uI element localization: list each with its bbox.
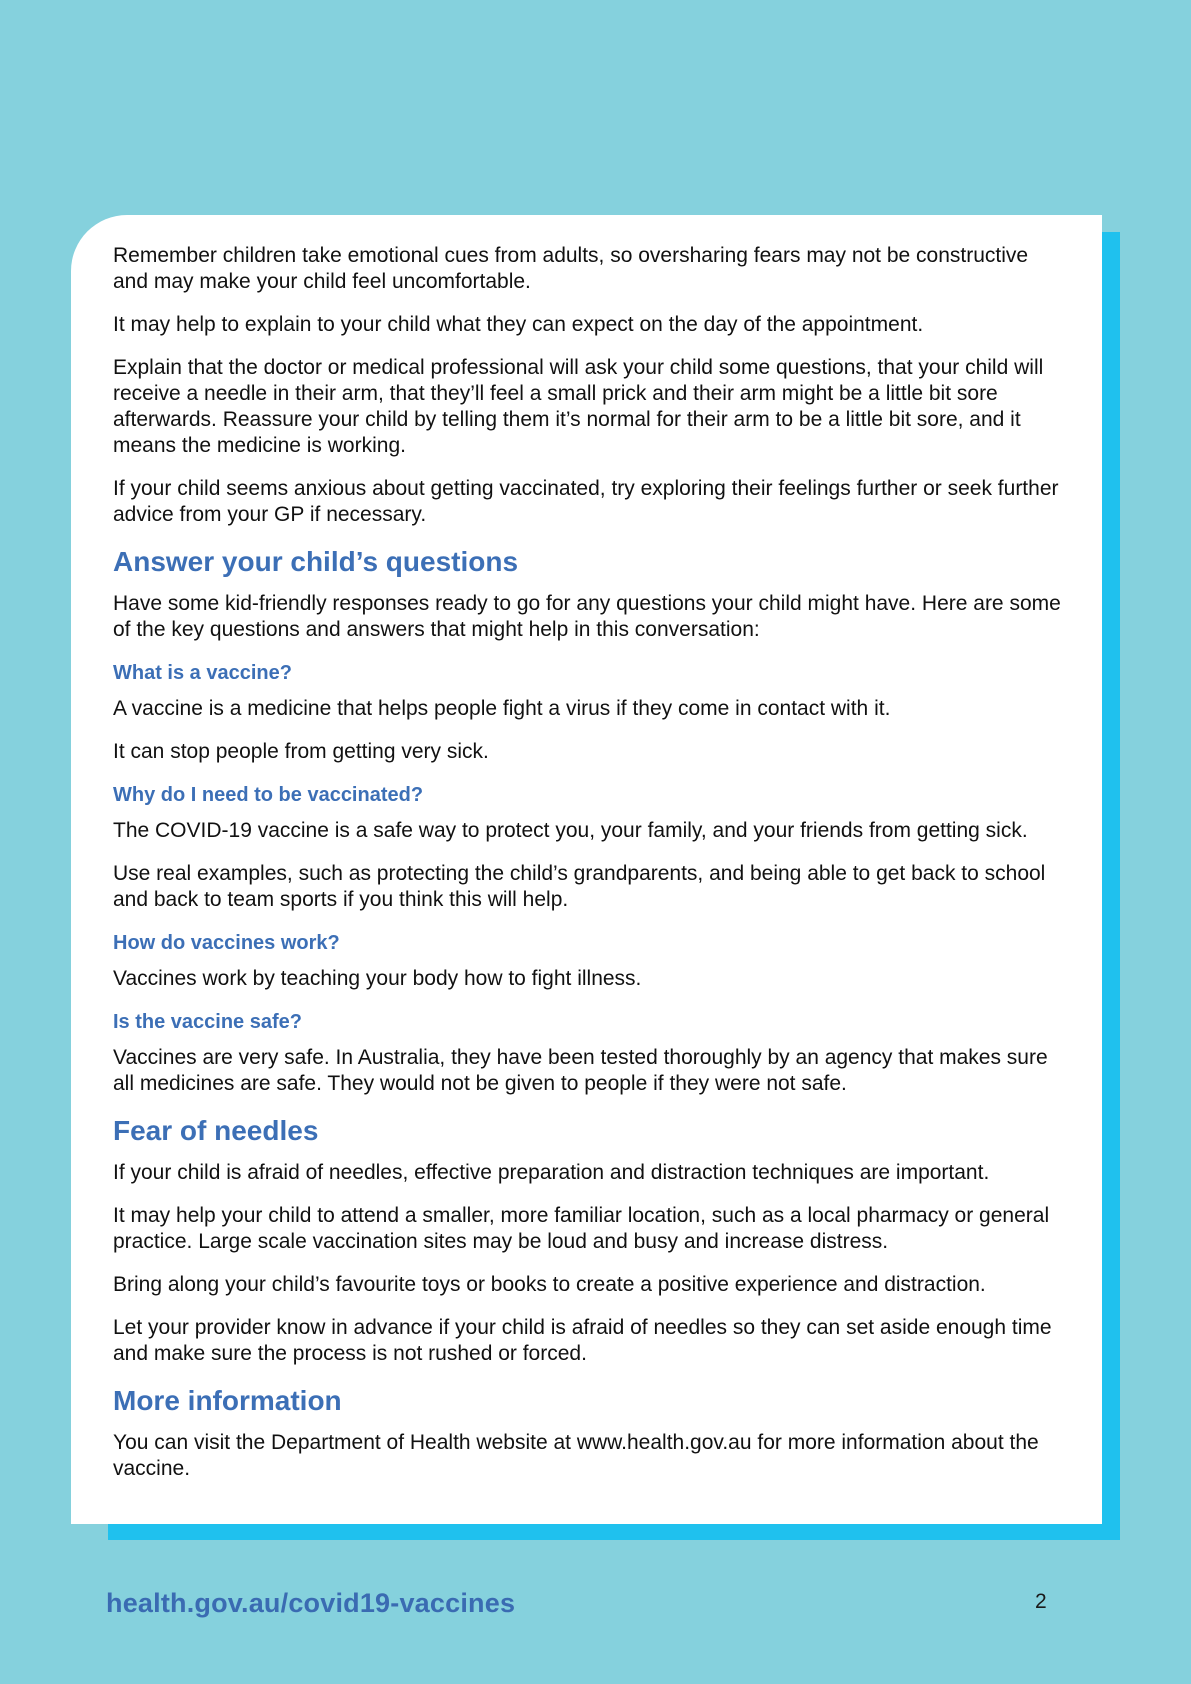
question-how-vaccines-work: How do vaccines work? bbox=[113, 932, 340, 954]
intro-paragraph-3: Explain that the doctor or medical professional will ask your child some questions, that your child will receive a needle in their arm, that they’ll feel a small prick and their arm might be a little bit sore afterwards. Reassure your child by telling them it’s normal for their arm to be a little bit sore, and it means the medicine is working. bbox=[113, 356, 1044, 457]
more-info-paragraph: You can visit the Department of Health website at www.health.gov.au for more information about the vaccine. bbox=[113, 1431, 1039, 1480]
needles-heading: Fear of needles bbox=[113, 1115, 319, 1146]
intro-paragraph-1: Remember children take emotional cues from adults, so oversharing fears may not be constructive and may make your child feel uncomfortable. bbox=[113, 244, 1029, 293]
answer-what-is-vaccine-2: It can stop people from getting very sick. bbox=[113, 740, 489, 763]
question-is-vaccine-safe: Is the vaccine safe? bbox=[113, 1011, 302, 1033]
footer-website-url: health.gov.au/covid19-vaccines bbox=[106, 1588, 516, 1618]
page-number: 2 bbox=[1035, 1590, 1047, 1613]
answer-how-vaccines-work: Vaccines work by teaching your body how to fight illness. bbox=[113, 967, 642, 990]
question-what-is-vaccine: What is a vaccine? bbox=[113, 662, 292, 684]
needles-paragraph-4: Let your provider know in advance if your child is afraid of needles so they can set aside enough time and make sure the process is not rushed or forced. bbox=[113, 1316, 1052, 1365]
question-why-vaccinated: Why do I need to be vaccinated? bbox=[113, 784, 424, 806]
questions-intro: Have some kid-friendly responses ready to go for any questions your child might have. Here are some of the key questions and answers that might help in this conversation: bbox=[113, 592, 1061, 641]
answer-is-vaccine-safe: Vaccines are very safe. In Australia, they have been tested thoroughly by an agency that makes sure all medicines are safe. They would not be given to people if they were not safe. bbox=[113, 1046, 1048, 1095]
needles-paragraph-3: Bring along your child’s favourite toys or books to create a positive experience and distraction. bbox=[113, 1273, 986, 1296]
more-info-heading: More information bbox=[113, 1385, 342, 1416]
intro-paragraph-2: It may help to explain to your child what they can expect on the day of the appointment. bbox=[113, 313, 924, 336]
needles-paragraph-2: It may help your child to attend a smaller, more familiar location, such as a local pharmacy or general practice. Large scale vaccination sites may be loud and busy and increase distress. bbox=[113, 1204, 1050, 1253]
needles-paragraph-1: If your child is afraid of needles, effective preparation and distraction techniques are important. bbox=[113, 1161, 990, 1184]
answer-why-vaccinated-2: Use real examples, such as protecting the child’s grandparents, and being able to get back to school and back to team sports if you think this will help. bbox=[113, 862, 1046, 911]
content-card bbox=[71, 215, 1102, 1524]
answer-why-vaccinated-1: The COVID-19 vaccine is a safe way to protect you, your family, and your friends from getting sick. bbox=[113, 819, 1028, 842]
questions-heading: Answer your child’s questions bbox=[113, 546, 519, 577]
answer-what-is-vaccine-1: A vaccine is a medicine that helps people fight a virus if they come in contact with it. bbox=[113, 697, 891, 720]
intro-paragraph-4: If your child seems anxious about getting vaccinated, try exploring their feelings further or seek further advice from your GP if necessary. bbox=[113, 477, 1059, 526]
